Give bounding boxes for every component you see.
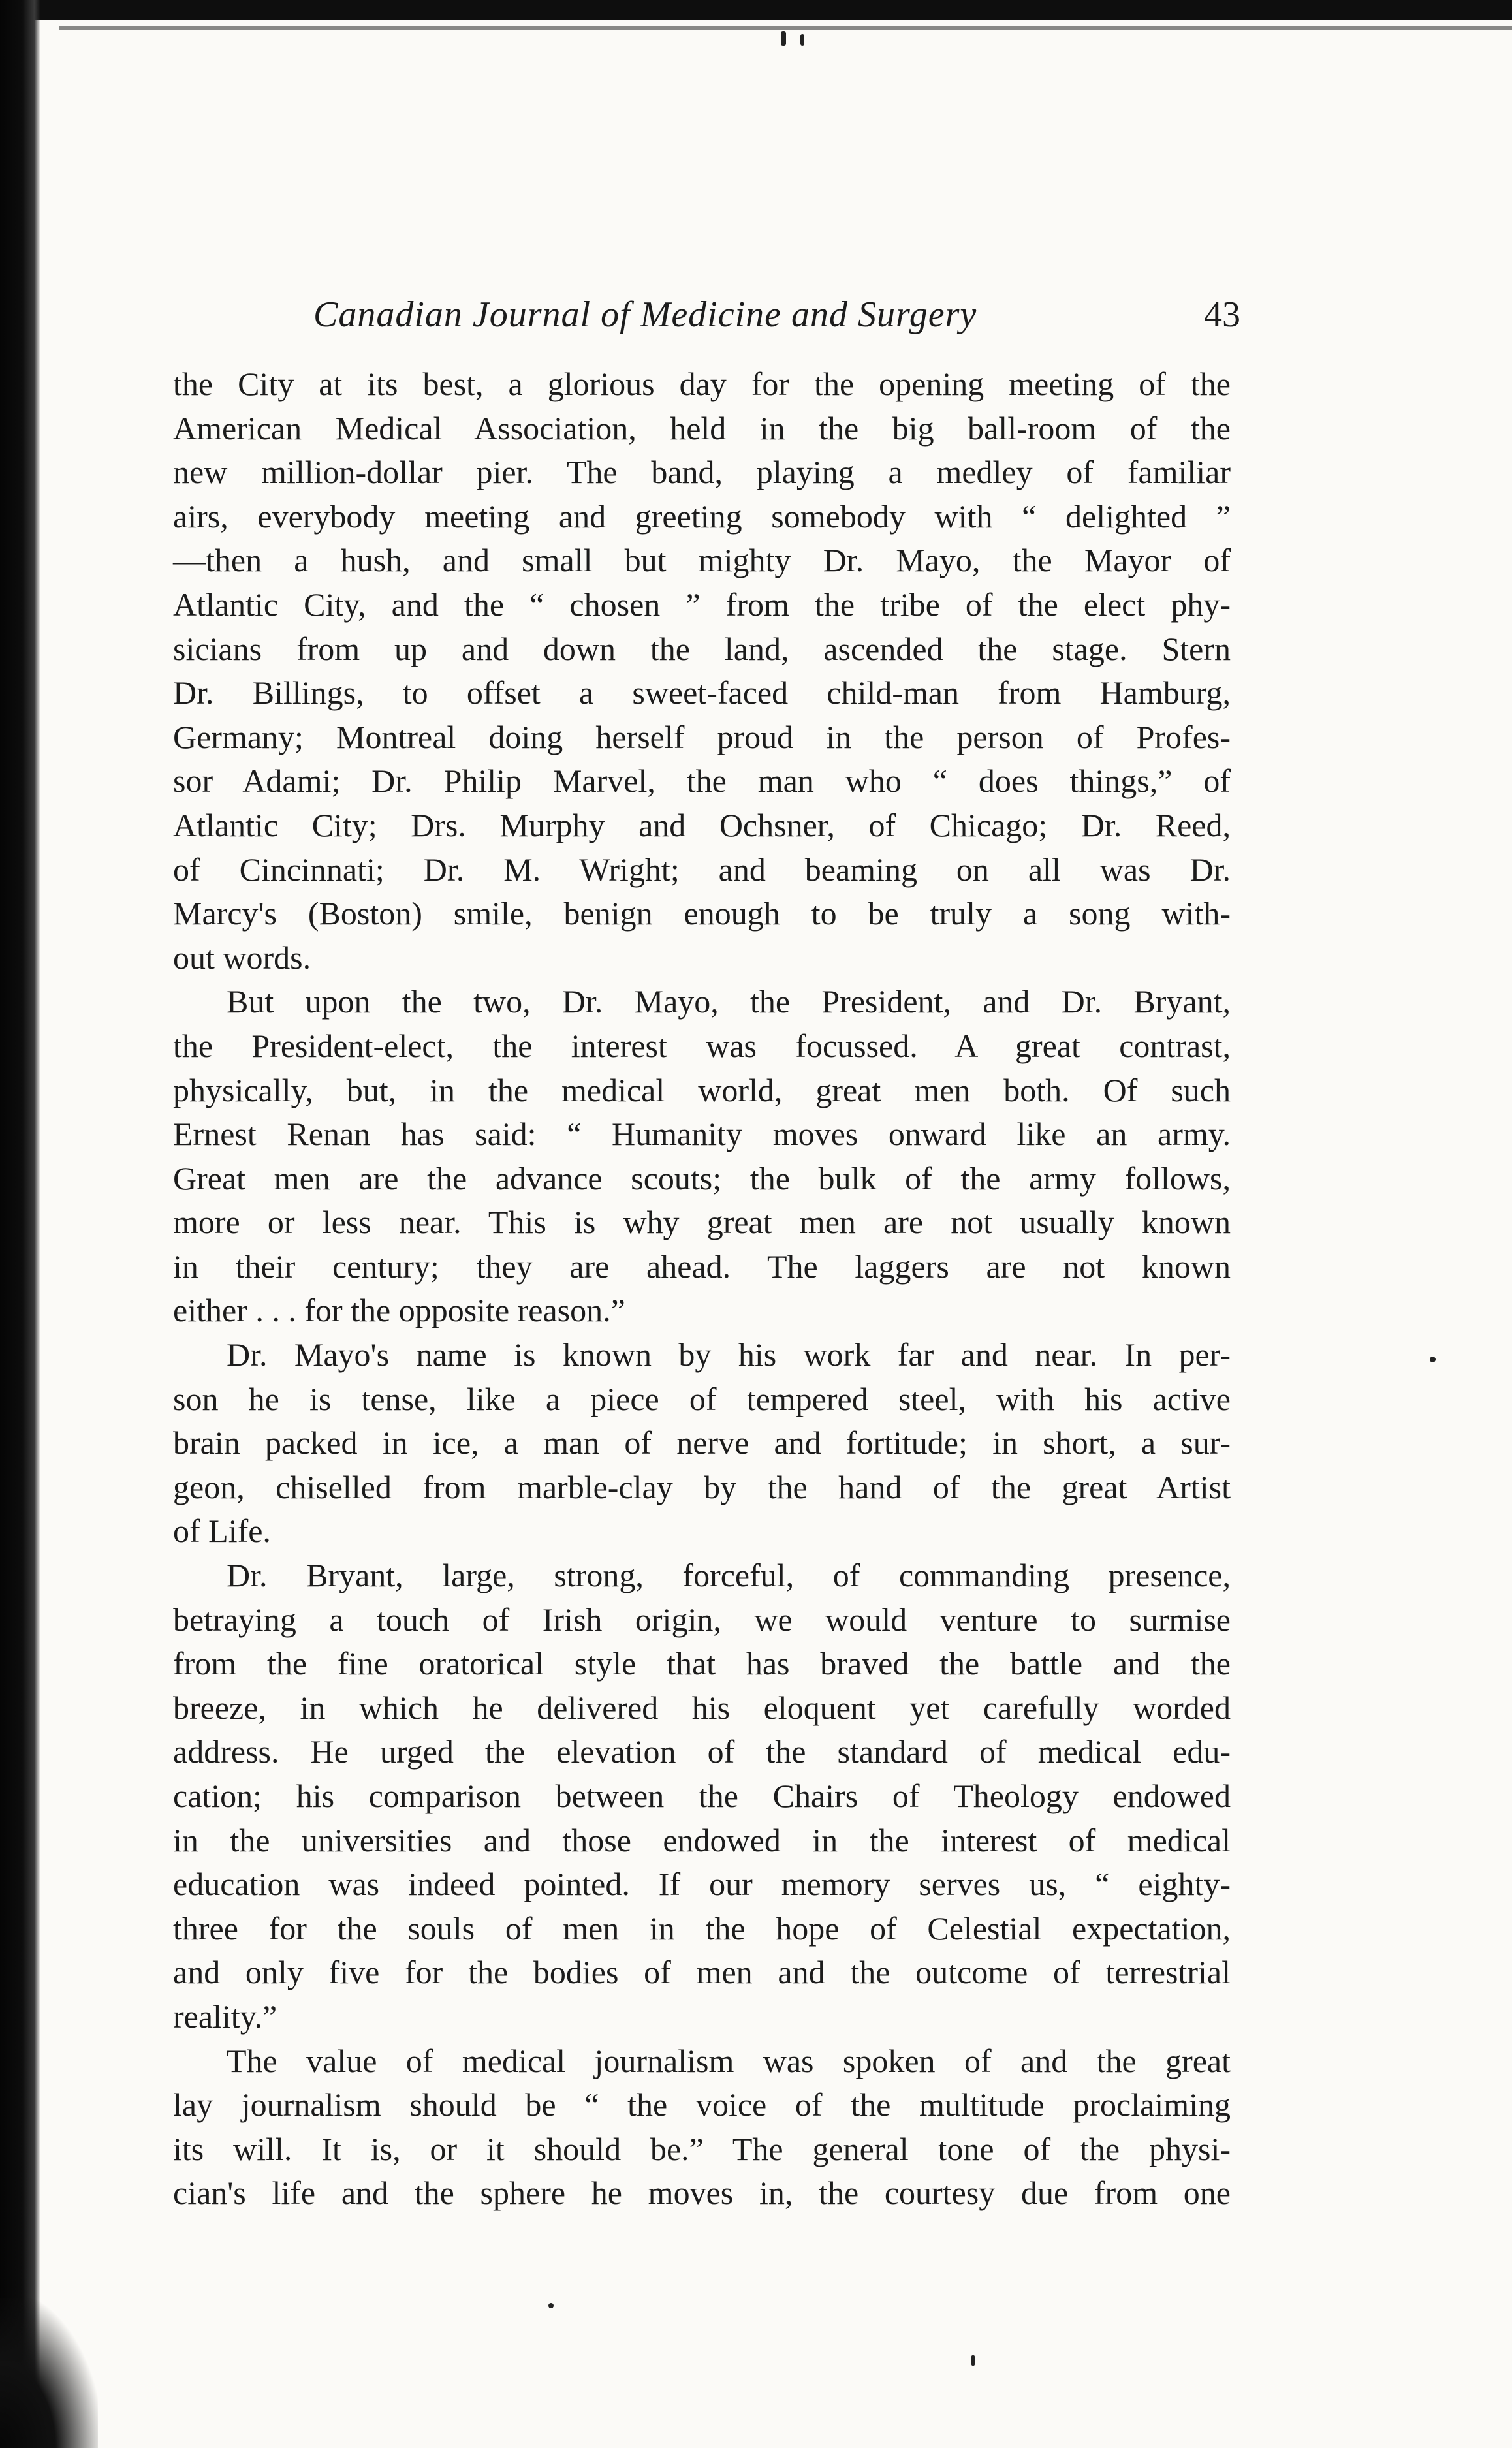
text-line: Dr. Billings, to offset a sweet-faced child-man from Hamburg,	[173, 674, 1231, 712]
text-line: its will. It is, or it should be.” The general tone of the physi-	[173, 2130, 1231, 2167]
text-line: —then a hush, and small but mighty Dr. Mayo, the Mayor of	[173, 542, 1231, 579]
text-line: lay journalism should be “ the voice of the multitude proclaiming	[173, 2086, 1231, 2124]
text-line: the City at its best, a glorious day for the opening meeting of the	[173, 366, 1231, 402]
text-line: Dr. Mayo's name is known by his work far and near. In per-	[227, 1336, 1231, 1373]
text-line: reality.”	[173, 1998, 277, 2035]
text-line: Germany; Montreal doing herself proud in the person of Profes-	[173, 718, 1231, 755]
scan-speck	[1430, 1357, 1436, 1362]
text-line: Ernest Renan has said: “ Humanity moves onward like an army.	[173, 1116, 1231, 1153]
text-line: of Cincinnati; Dr. M. Wright; and beaming on all was Dr.	[173, 851, 1231, 888]
scan-top-border	[0, 0, 1512, 20]
text-line: son he is tense, like a piece of tempered steel, with his active	[173, 1380, 1231, 1417]
text-line: in the universities and those endowed in the interest of medical	[173, 1821, 1231, 1859]
text-line: Dr. Bryant, large, strong, forceful, of commanding presence,	[227, 1557, 1231, 1594]
text-line: cian's life and the sphere he moves in, the courtesy due from one	[173, 2174, 1231, 2212]
text-line: more or less near. This is why great men are not usually known	[173, 1204, 1231, 1241]
text-line: Great men are the advance scouts; the bulk of the army follows,	[173, 1159, 1231, 1197]
text-line: Marcy's (Boston) smile, benign enough to be truly a song with-	[173, 895, 1231, 932]
text-line: sor Adami; Dr. Philip Marvel, the man who “ does things,” of	[173, 762, 1231, 800]
text-line: cation; his comparison between the Chairs of Theology endowed	[173, 1778, 1231, 1814]
text-line: in their century; they are ahead. The laggers are not known	[173, 1248, 1231, 1285]
text-line: But upon the two, Dr. Mayo, the President, and Dr. Bryant,	[227, 983, 1231, 1020]
text-line: breeze, in which he delivered his eloquent yet carefully worded	[173, 1689, 1231, 1726]
page-number: 43	[1204, 294, 1240, 335]
text-line: and only five for the bodies of men and the outcome of terrestrial	[173, 1954, 1231, 1991]
scan-speck	[781, 31, 786, 46]
scan-top-rule	[59, 26, 1512, 30]
text-line: out words.	[173, 939, 311, 976]
text-line: education was indeed pointed. If our memory serves us, “ eighty-	[173, 1866, 1231, 1903]
text-line: American Medical Association, held in the big ball-room of the	[173, 409, 1231, 447]
text-line: the President-elect, the interest was focussed. A great contrast,	[173, 1027, 1231, 1064]
scan-speck	[971, 2355, 975, 2366]
text-line: new million-dollar pier. The band, playing a medley of familiar	[173, 454, 1231, 491]
scan-left-border	[0, 0, 40, 2448]
text-line: airs, everybody meeting and greeting somebody with “ delighted ”	[173, 497, 1231, 535]
scan-speck	[800, 34, 804, 46]
text-line: geon, chiselled from marble-clay by the hand of the great Artist	[173, 1468, 1231, 1505]
scan-corner-shadow	[0, 2298, 98, 2448]
text-line: sicians from up and down the land, ascended the stage. Stern	[173, 630, 1231, 667]
text-line: Atlantic City; Drs. Murphy and Ochsner, of Chicago; Dr. Reed,	[173, 806, 1231, 843]
running-title: Canadian Journal of Medicine and Surgery	[313, 294, 977, 335]
scan-speck	[548, 2303, 554, 2308]
text-line: either . . . for the opposite reason.”	[173, 1292, 625, 1329]
text-line: physically, but, in the medical world, great men both. Of such	[173, 1071, 1231, 1108]
text-line: The value of medical journalism was spoken of and the great	[227, 2042, 1231, 2079]
text-line: three for the souls of men in the hope of Celestial expectation,	[173, 1909, 1231, 1947]
text-line: address. He urged the elevation of the standard of medical edu-	[173, 1733, 1231, 1770]
page-header	[313, 294, 1240, 353]
text-line: Atlantic City, and the “ chosen ” from the tribe of the elect phy-	[173, 586, 1231, 623]
text-line: from the fine oratorical style that has braved the battle and the	[173, 1645, 1231, 1682]
text-line: betraying a touch of Irish origin, we would venture to surmise	[173, 1601, 1231, 1638]
article-body	[173, 362, 1231, 2216]
text-line: brain packed in ice, a man of nerve and fortitude; in short, a sur-	[173, 1424, 1231, 1462]
text-line: of Life.	[173, 1513, 271, 1550]
